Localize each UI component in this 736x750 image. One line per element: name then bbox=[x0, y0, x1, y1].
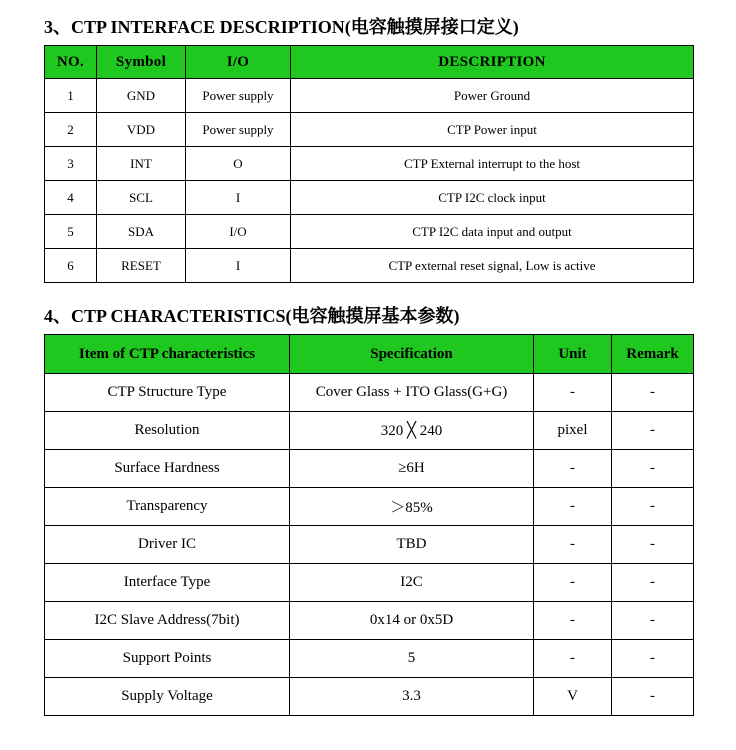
table-row bbox=[45, 412, 694, 450]
header-symbol: Symbol bbox=[97, 46, 186, 79]
cell-remark: - bbox=[612, 450, 694, 488]
cell-unit: pixel bbox=[534, 412, 612, 450]
cell-description: CTP Power input bbox=[291, 113, 694, 147]
cell-symbol: VDD bbox=[97, 113, 186, 147]
cell-no: 2 bbox=[45, 113, 97, 147]
cell-no: 1 bbox=[45, 79, 97, 113]
cell-specification: 3.3 bbox=[290, 678, 534, 716]
table-row bbox=[45, 147, 694, 181]
cell-io: I/O bbox=[186, 215, 291, 249]
cell-specification: 0x14 or 0x5D bbox=[290, 602, 534, 640]
cell-io: O bbox=[186, 147, 291, 181]
header-specification: Specification bbox=[290, 335, 534, 374]
cell-specification: I2C bbox=[290, 564, 534, 602]
cell-item: Support Points bbox=[45, 640, 290, 678]
table-row bbox=[45, 374, 694, 412]
table-row bbox=[45, 79, 694, 113]
table-row bbox=[45, 488, 694, 526]
cell-symbol: RESET bbox=[97, 249, 186, 283]
cell-symbol: SDA bbox=[97, 215, 186, 249]
cell-unit: - bbox=[534, 526, 612, 564]
section-4-title: 4、CTP CHARACTERISTICS(电容触摸屏基本参数) bbox=[44, 306, 460, 326]
cell-no: 6 bbox=[45, 249, 97, 283]
cell-remark: - bbox=[612, 640, 694, 678]
cell-specification: Cover Glass + ITO Glass(G+G) bbox=[290, 374, 534, 412]
table-row bbox=[45, 181, 694, 215]
cell-specification: 320 ╳ 240 bbox=[290, 412, 534, 450]
header-unit: Unit bbox=[534, 335, 612, 374]
header-no: NO. bbox=[45, 46, 97, 79]
cell-no: 3 bbox=[45, 147, 97, 181]
section-3-title: 3、CTP INTERFACE DESCRIPTION(电容触摸屏接口定义) bbox=[44, 17, 519, 37]
cell-item: Supply Voltage bbox=[45, 678, 290, 716]
cell-no: 5 bbox=[45, 215, 97, 249]
cell-remark: - bbox=[612, 488, 694, 526]
cell-symbol: GND bbox=[97, 79, 186, 113]
cell-description: CTP External interrupt to the host bbox=[291, 147, 694, 181]
cell-remark: - bbox=[612, 526, 694, 564]
cell-unit: - bbox=[534, 564, 612, 602]
table-row bbox=[45, 602, 694, 640]
cell-symbol: SCL bbox=[97, 181, 186, 215]
header-remark: Remark bbox=[612, 335, 694, 374]
ctp-interface-table bbox=[44, 45, 694, 283]
cell-unit: - bbox=[534, 602, 612, 640]
table-header-row bbox=[45, 46, 694, 79]
cell-remark: - bbox=[612, 412, 694, 450]
cell-io: Power supply bbox=[186, 113, 291, 147]
cell-io: I bbox=[186, 249, 291, 283]
table-row bbox=[45, 564, 694, 602]
header-io: I/O bbox=[186, 46, 291, 79]
cell-specification: 5 bbox=[290, 640, 534, 678]
table-row bbox=[45, 249, 694, 283]
cell-description: CTP I2C data input and output bbox=[291, 215, 694, 249]
cell-remark: - bbox=[612, 564, 694, 602]
cell-io: Power supply bbox=[186, 79, 291, 113]
cell-item: I2C Slave Address(7bit) bbox=[45, 602, 290, 640]
cell-item: Interface Type bbox=[45, 564, 290, 602]
ctp-characteristics-table bbox=[44, 334, 694, 716]
cell-unit: - bbox=[534, 488, 612, 526]
table-row bbox=[45, 215, 694, 249]
cell-description: CTP I2C clock input bbox=[291, 181, 694, 215]
cell-symbol: INT bbox=[97, 147, 186, 181]
cell-item: Resolution bbox=[45, 412, 290, 450]
cell-item: Driver IC bbox=[45, 526, 290, 564]
cell-item: Transparency bbox=[45, 488, 290, 526]
cell-unit: V bbox=[534, 678, 612, 716]
table-header-row bbox=[45, 335, 694, 374]
cell-specification: ＞85% bbox=[290, 488, 534, 526]
cell-no: 4 bbox=[45, 181, 97, 215]
cell-remark: - bbox=[612, 374, 694, 412]
cell-remark: - bbox=[612, 678, 694, 716]
cell-description: Power Ground bbox=[291, 79, 694, 113]
cell-unit: - bbox=[534, 640, 612, 678]
table-row bbox=[45, 526, 694, 564]
table-row bbox=[45, 113, 694, 147]
table-row bbox=[45, 640, 694, 678]
header-item: Item of CTP characteristics bbox=[45, 335, 290, 374]
cell-item: CTP Structure Type bbox=[45, 374, 290, 412]
cell-unit: - bbox=[534, 450, 612, 488]
table-row bbox=[45, 678, 694, 716]
cell-unit: - bbox=[534, 374, 612, 412]
header-description: DESCRIPTION bbox=[291, 46, 694, 79]
cell-specification: ≥6H bbox=[290, 450, 534, 488]
cell-remark: - bbox=[612, 602, 694, 640]
cell-item: Surface Hardness bbox=[45, 450, 290, 488]
cell-specification: TBD bbox=[290, 526, 534, 564]
cell-io: I bbox=[186, 181, 291, 215]
cell-description: CTP external reset signal, Low is active bbox=[291, 249, 694, 283]
table-row bbox=[45, 450, 694, 488]
